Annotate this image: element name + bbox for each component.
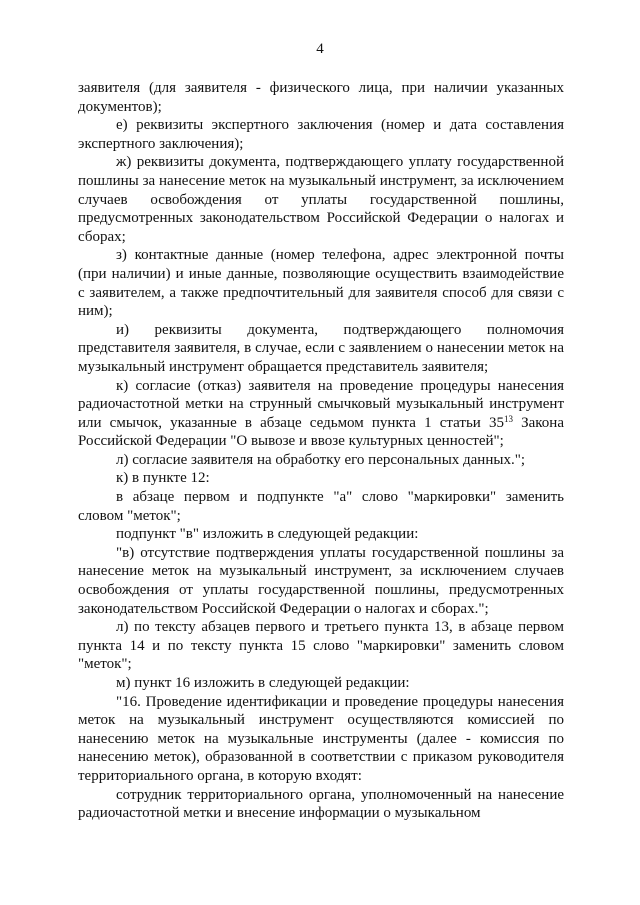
paragraph-replace-word: в абзаце первом и подпункте "а" слово "маркировки" заменить словом "меток"; — [78, 489, 564, 524]
paragraph-commission-member: сотрудник территориального органа, уполномоченный на нанесение радиочастотной метки и внесение информации о музыкальном — [78, 786, 564, 822]
paragraph-item-k-text-end: Закона Российской Федерации "О вывозе и ввозе культурных ценностей"; — [78, 414, 564, 450]
document-body — [78, 79, 564, 823]
paragraph-item-k-text: к) согласие (отказ) заявителя на проведение процедуры нанесения радиочастотной метки на струнный смычковый музыкальный инструмент или смычок, указанные в абзаце седьмом пункта 1 статьи 35 — [78, 377, 564, 431]
page-number: 4 — [316, 41, 324, 57]
paragraph-item-z: з) контактные данные (номер телефона, адрес электронной почты (при наличии) и иные данные, позволяющие осуществить взаимодействие с заявителем, а также предпочтительный для заявителя способ для связи с ним); — [78, 247, 564, 320]
paragraph-item-k — [78, 377, 564, 451]
paragraph-points-13-15: л) по тексту абзацев первого и третьего пункта 13, в абзаце первом пункта 14 и по тексту пункта 15 слово "маркировки" заменить словом "меток"; — [78, 619, 564, 673]
paragraph-point-16-intro: м) пункт 16 изложить в следующей редакции: — [116, 675, 410, 691]
superscript-article-number: 13 — [503, 413, 513, 424]
paragraph-point-16: "16. Проведение идентификации и проведение процедуры нанесения меток на музыкальный инструмент осуществляются комиссией по нанесению меток на музыкальные инструменты (далее - комиссия по нанесению меток), образованной в соответствии с приказом руководителя территориального органа, в которую входят: — [78, 693, 564, 784]
paragraph-item-i: и) реквизиты документа, подтверждающего полномочия представителя заявителя, в случае, если с заявлением о нанесении меток на музыкальный инструмент обращается представитель заявителя; — [78, 321, 564, 375]
paragraph-subpoint-v: "в) отсутствие подтверждения уплаты государственной пошлины за нанесение меток на музыкальный инструмент, за исключением случаев освобождения от уплаты государственной пошлины, предусмотренных законодательством Российской Федерации о налогах и сборах."; — [78, 544, 564, 617]
paragraph-subpoint-v-intro: подпункт "в" изложить в следующей редакции: — [116, 526, 419, 543]
paragraph-item-zh: ж) реквизиты документа, подтверждающего уплату государственной пошлины за нанесение меток на музыкальный инструмент, за исключением случаев освобождения от уплаты государственной пошлины, предусмотренных законодательством Российской Федерации о налогах и сборах; — [78, 154, 564, 245]
paragraph-item-e: е) реквизиты экспертного заключения (номер и дата составления экспертного заключения); — [78, 117, 564, 152]
paragraph-point-12: к) в пункте 12: — [116, 470, 210, 487]
paragraph-continuation: заявителя (для заявителя - физического лица, при наличии указанных документов); — [78, 80, 564, 115]
paragraph-item-l: л) согласие заявителя на обработку его персональных данных."; — [116, 451, 525, 468]
